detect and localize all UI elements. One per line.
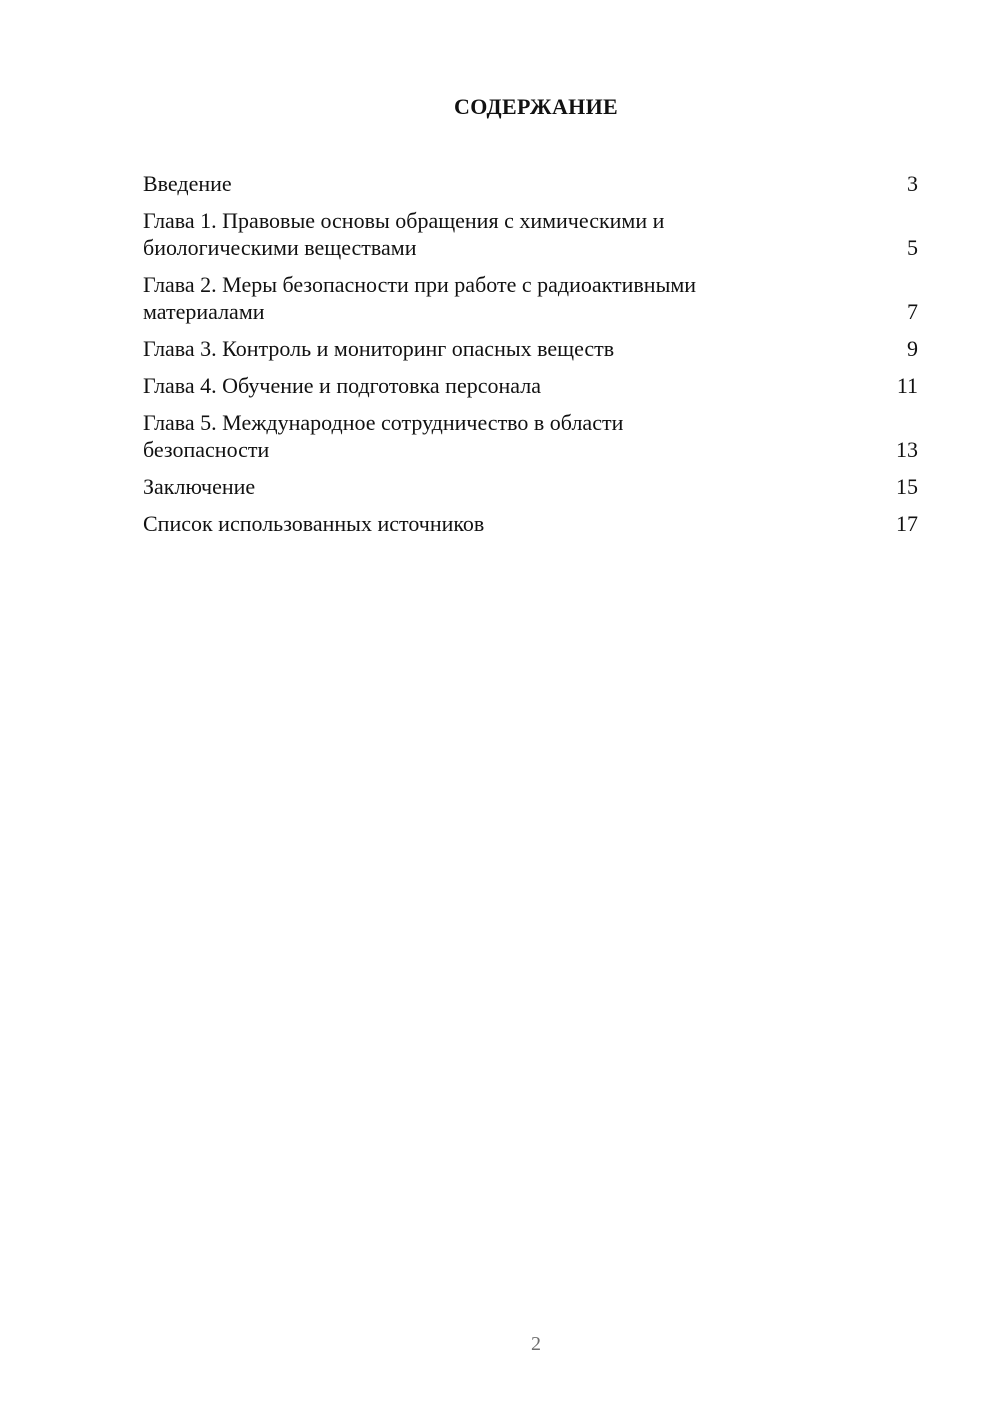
page-title: СОДЕРЖАНИЕ (454, 94, 618, 119)
toc-entry-page: 17 (896, 511, 918, 536)
toc-entry-page: 11 (896, 373, 918, 398)
toc-entry (143, 510, 918, 537)
toc-entry-label: Глава 4. Обучение и подготовка персонала (143, 373, 541, 398)
toc-entry-page: 13 (896, 437, 918, 462)
toc-entry (143, 335, 918, 362)
toc-entry (143, 207, 918, 261)
toc-entry-label: Список использованных источников (143, 511, 485, 536)
toc-entry-page: 9 (907, 336, 918, 361)
toc-entry-page: 5 (907, 235, 918, 260)
toc-entry-page: 15 (896, 474, 918, 499)
toc-entry (143, 473, 918, 500)
toc-entry-label: Введение (143, 171, 232, 196)
toc-entry-label: Глава 3. Контроль и мониторинг опасных веществ (143, 336, 615, 361)
toc-entry-page: 3 (907, 171, 918, 196)
toc-entry-label: Глава 2. Меры безопасности при работе с радиоактивными материалами (143, 272, 697, 324)
toc-entry (143, 170, 918, 197)
toc-entry (143, 271, 918, 325)
toc-entry-label: Глава 1. Правовые основы обращения с химическими и биологическими веществами (143, 208, 665, 260)
page-number: 2 (531, 1333, 541, 1355)
toc-entry (143, 372, 918, 399)
toc-entry-label: Глава 5. Международное сотрудничество в области безопасности (143, 410, 624, 462)
toc-entry-label: Заключение (143, 474, 256, 499)
table-of-contents (143, 170, 918, 547)
toc-entry (143, 409, 918, 463)
toc-entry-page: 7 (907, 299, 918, 324)
